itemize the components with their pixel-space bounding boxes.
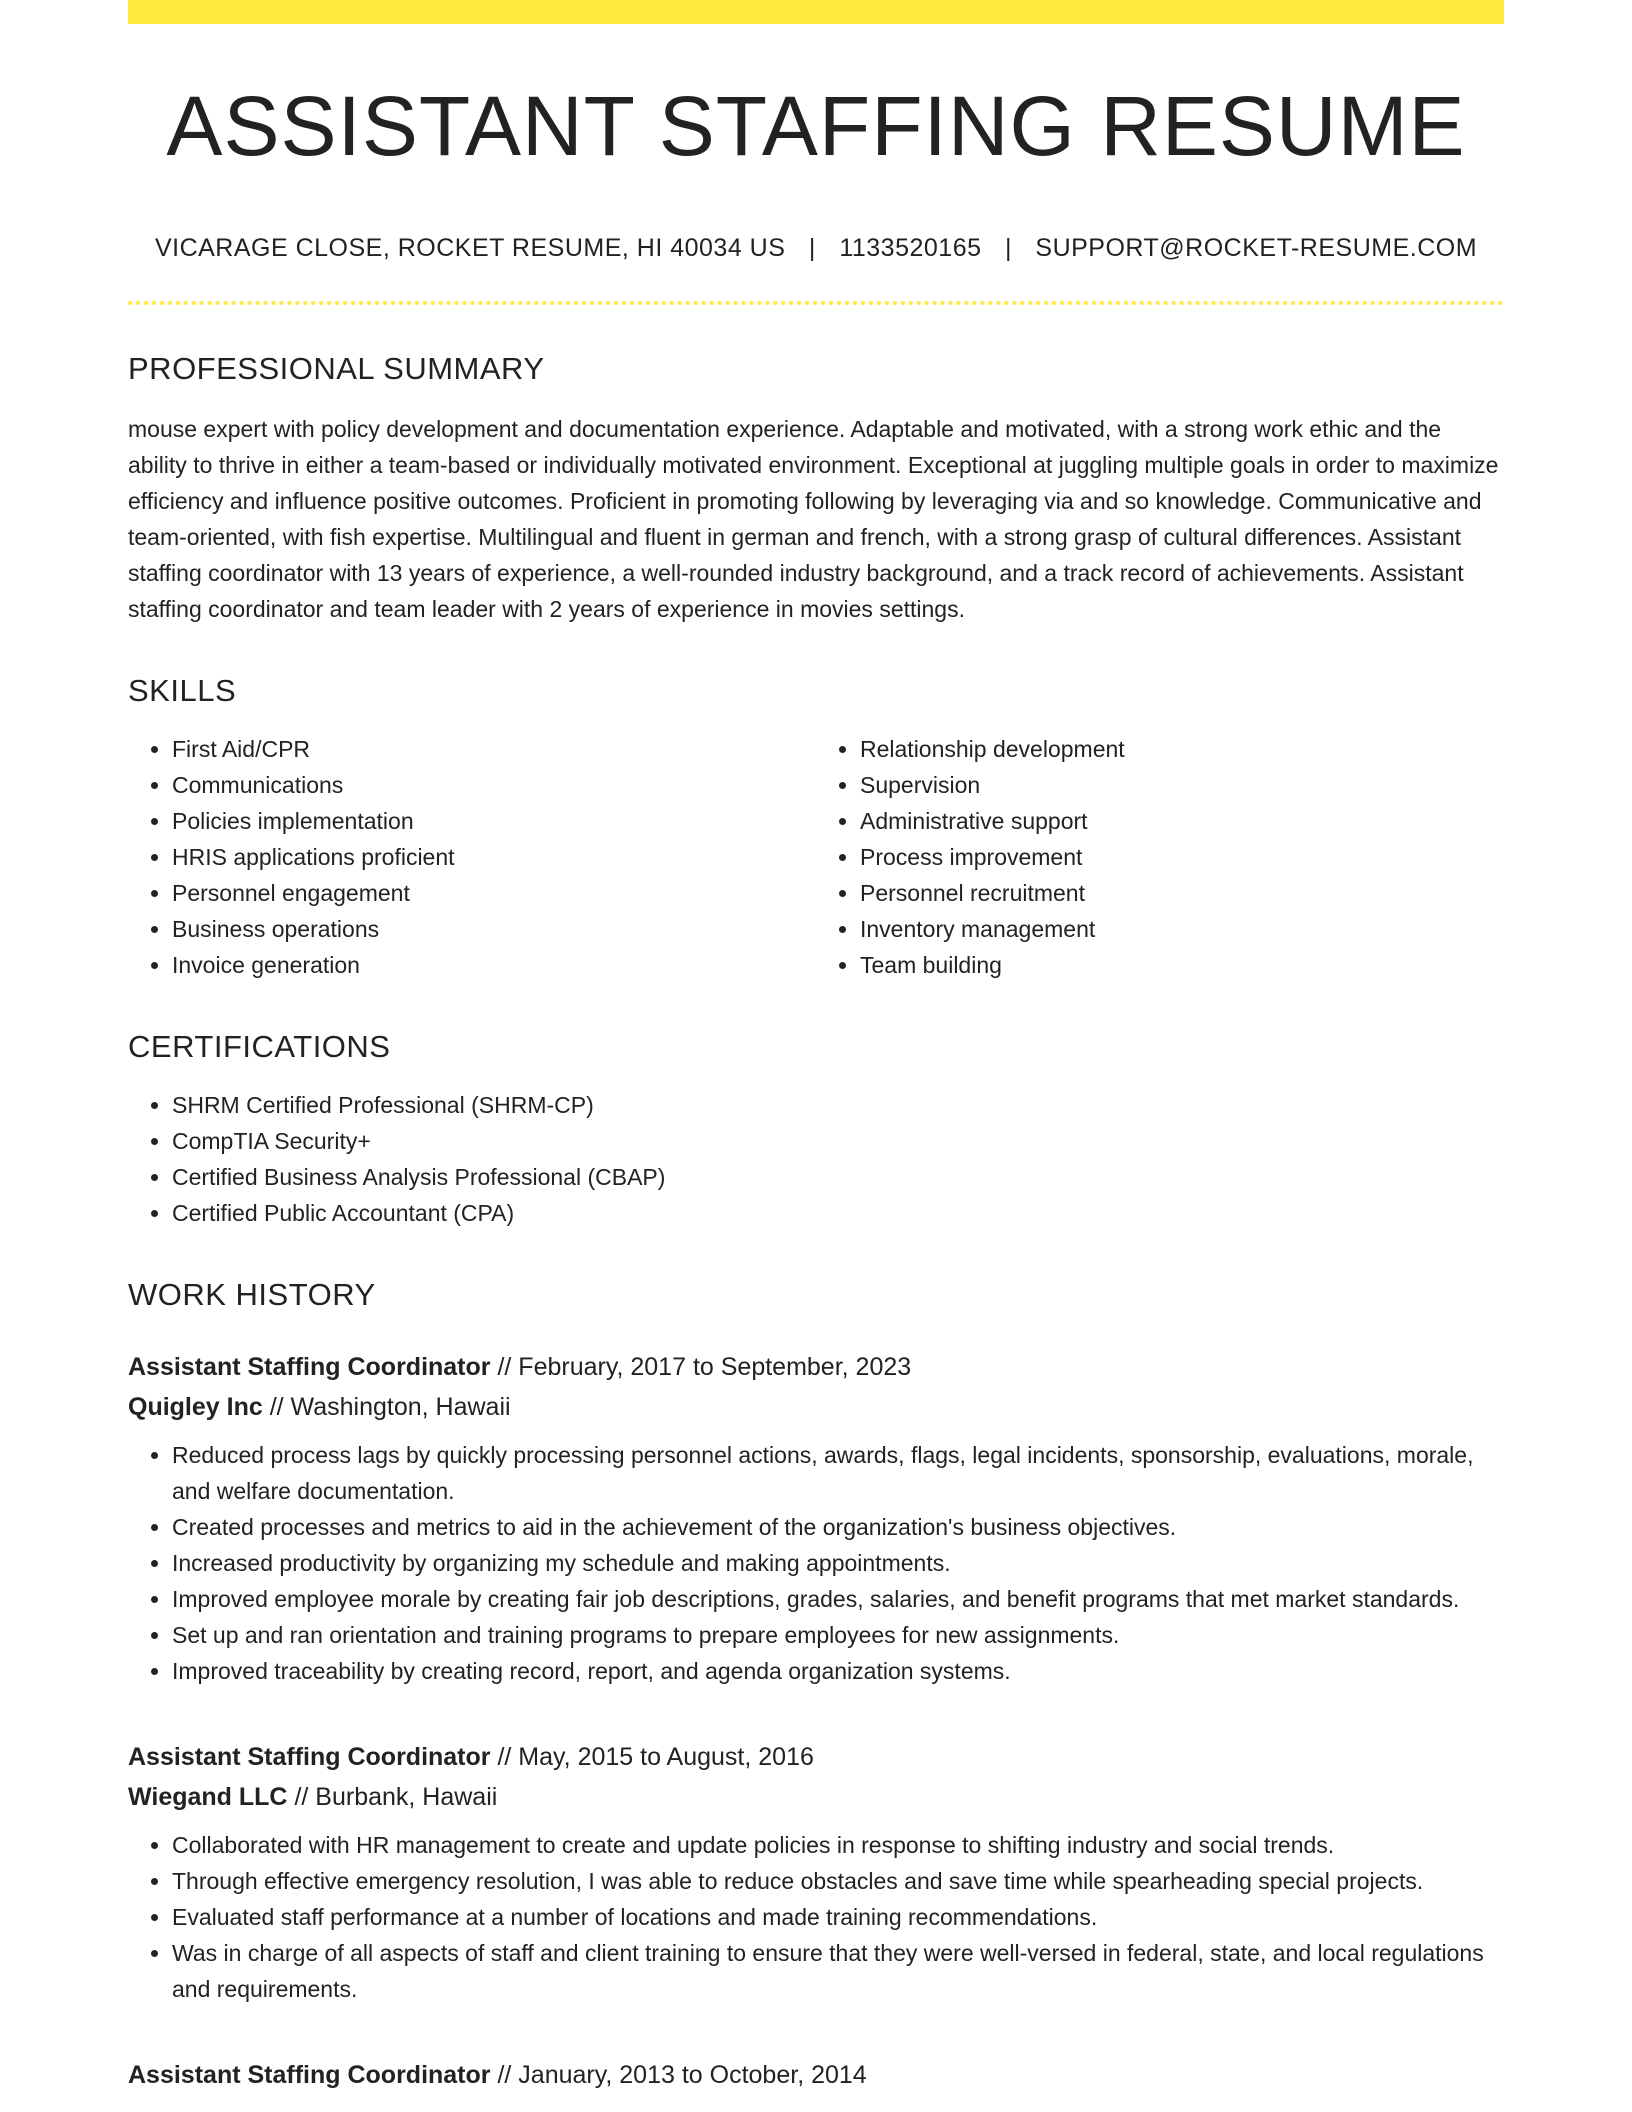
skill-item: • Policies implementation: [172, 803, 816, 839]
job-bullet: • Reduced process lags by quickly processing personnel actions, awards, flags, legal incidents, sponsorship, evaluations, morale, and welfare documentation.: [172, 1437, 1504, 1509]
job-title: Assistant Staffing Coordinator: [128, 2061, 491, 2090]
resume-content: [128, 24, 1504, 2095]
job-company: Quigley Inc: [128, 1393, 263, 1422]
job-entry: [128, 1737, 1504, 2007]
job-title-line: [128, 1347, 1504, 1387]
job-title: Assistant Staffing Coordinator: [128, 1353, 491, 1382]
skill-item: • Inventory management: [860, 911, 1504, 947]
job-bullet: • Was in charge of all aspects of staff and client training to ensure that they were well-versed in federal, state, and local regulations and requirements.: [172, 1935, 1504, 2007]
skill-item: • HRIS applications proficient: [172, 839, 816, 875]
job-dates: // May, 2015 to August, 2016: [497, 1743, 814, 1772]
skills-list-left: [128, 731, 816, 983]
contact-line: [128, 234, 1504, 263]
skill-item: • First Aid/CPR: [172, 731, 816, 767]
section-heading-certifications: CERTIFICATIONS: [128, 1029, 391, 1065]
dotted-divider: [128, 301, 1504, 305]
job-bullets: [128, 1827, 1504, 2007]
skill-item: • Communications: [172, 767, 816, 803]
job-bullet: • Set up and ran orientation and training programs to prepare employees for new assignments.: [172, 1617, 1504, 1653]
section-heading-summary: PROFESSIONAL SUMMARY: [128, 351, 545, 387]
skill-item: • Process improvement: [860, 839, 1504, 875]
job-bullet: • Created processes and metrics to aid in the achievement of the organization's business objectives.: [172, 1509, 1504, 1545]
job-location: // Burbank, Hawaii: [294, 1783, 498, 1812]
skills-list-right: [816, 731, 1504, 983]
skills-columns: [128, 731, 1504, 983]
contact-phone: 1133520165: [839, 234, 982, 263]
contact-separator: |: [808, 234, 816, 263]
job-bullet: • Through effective emergency resolution, I was able to reduce obstacles and save time while spearheading special projects.: [172, 1863, 1504, 1899]
summary-text: mouse expert with policy development and documentation experience. Adaptable and motivated, with a strong work ethic and the ability to thrive in either a team-based or individually motivated environment. Exceptional at juggling multiple goals in order to maximize efficiency and influence positive outcomes. Proficient in promoting following by leveraging via and so knowledge. Communicative and team-oriented, with fish expertise. Multilingual and fluent in german and french, with a strong grasp of cultural differences. Assistant staffing coordinator with 13 years of experience, a well-rounded industry background, and a track record of achievements. Assistant staffing coordinator and team leader with 2 years of experience in movies settings.: [128, 416, 1499, 623]
job-title: Assistant Staffing Coordinator: [128, 1743, 491, 1772]
top-accent-bar: [128, 0, 1504, 24]
skill-item: • Team building: [860, 947, 1504, 983]
certification-item: • Certified Business Analysis Professional (CBAP): [172, 1159, 1504, 1195]
skill-item: • Invoice generation: [172, 947, 816, 983]
job-company-line: [128, 1777, 1504, 1817]
contact-address: VICARAGE CLOSE, ROCKET RESUME, HI 40034 US: [154, 234, 786, 263]
job-title-line: [128, 1737, 1504, 1777]
section-heading-skills: SKILLS: [128, 673, 237, 709]
job-dates: // February, 2017 to September, 2023: [497, 1353, 912, 1382]
section-heading-work-history: WORK HISTORY: [128, 1277, 376, 1313]
certification-item: • SHRM Certified Professional (SHRM-CP): [172, 1087, 1504, 1123]
certifications-list: [128, 1087, 1504, 1231]
job-title-line: [128, 2055, 1504, 2095]
contact-email: SUPPORT@ROCKET-RESUME.COM: [1035, 234, 1478, 263]
skill-item: • Personnel engagement: [172, 875, 816, 911]
job-dates: // January, 2013 to October, 2014: [497, 2061, 867, 2090]
resume-title: ASSISTANT STAFFING RESUME: [166, 79, 1466, 173]
certification-item: • CompTIA Security+: [172, 1123, 1504, 1159]
job-entry: [128, 2055, 1504, 2095]
job-location: // Washington, Hawaii: [269, 1393, 511, 1422]
skill-item: • Administrative support: [860, 803, 1504, 839]
job-bullet: • Improved traceability by creating record, report, and agenda organization systems.: [172, 1653, 1504, 1689]
job-entry: [128, 1347, 1504, 1689]
certification-item: • Certified Public Accountant (CPA): [172, 1195, 1504, 1231]
contact-separator: |: [1004, 234, 1012, 263]
skill-item: • Personnel recruitment: [860, 875, 1504, 911]
job-bullets: [128, 1437, 1504, 1689]
job-bullet: • Collaborated with HR management to create and update policies in response to shifting industry and social trends.: [172, 1827, 1504, 1863]
job-company: Wiegand LLC: [128, 1783, 288, 1812]
job-bullet: • Improved employee morale by creating fair job descriptions, grades, salaries, and benefit programs that met market standards.: [172, 1581, 1504, 1617]
job-bullet: • Increased productivity by organizing my schedule and making appointments.: [172, 1545, 1504, 1581]
skill-item: • Supervision: [860, 767, 1504, 803]
skill-item: • Business operations: [172, 911, 816, 947]
job-bullet: • Evaluated staff performance at a number of locations and made training recommendations.: [172, 1899, 1504, 1935]
skill-item: • Relationship development: [860, 731, 1504, 767]
job-company-line: [128, 1387, 1504, 1427]
